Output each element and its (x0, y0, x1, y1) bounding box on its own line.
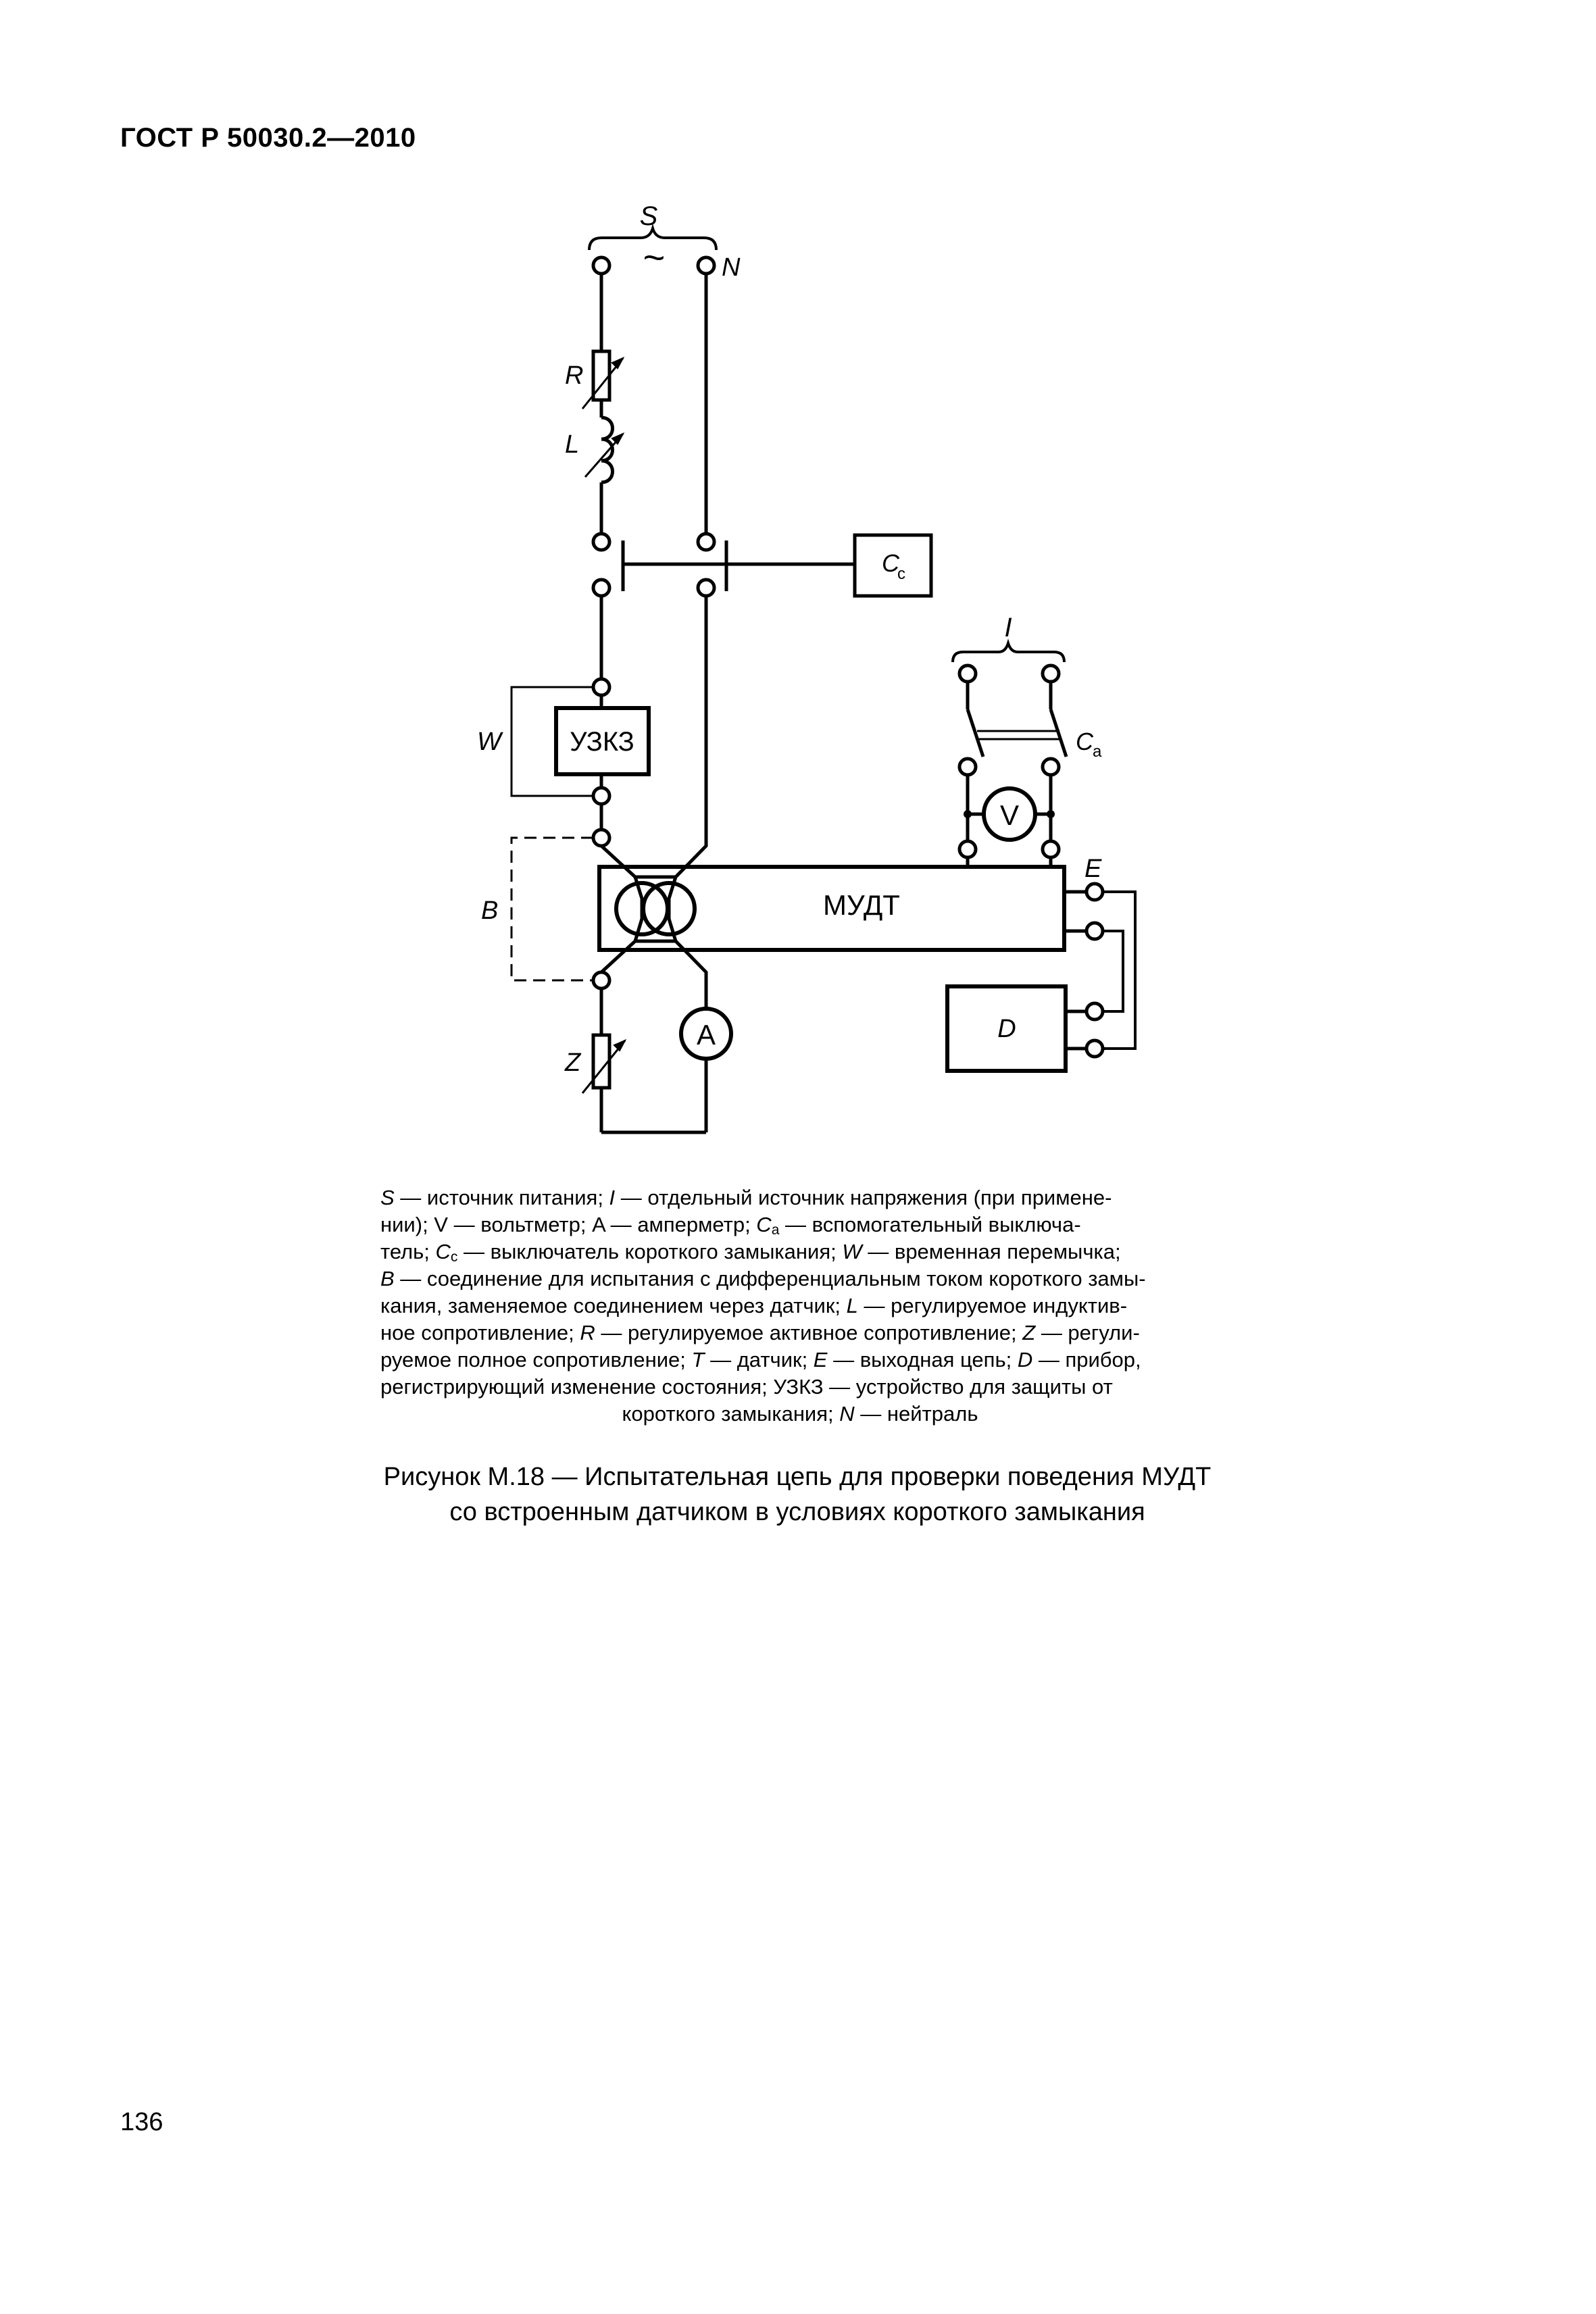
terminal-Cc-L-upper (593, 534, 609, 550)
connection-B (512, 838, 593, 980)
terminal-N-top (698, 257, 714, 274)
label-V: V (999, 799, 1020, 831)
switch-Ca-blade-right (1051, 709, 1066, 757)
figure-legend: S — источник питания; I — отдельный источник напряжения (при примене- нии); V — вольтметр; A — амперметр; $C_a$ — вспомогательный выключа- тель; $C_c$ — выключатель короткого замыкания; W — временная перемычка; B — соединение для испытания с дифференциальным током короткого замы- кания, заменяемое соединением через датчик; L — регулируемое индуктив- ное сопротивление; R — регулируемое активное сопротивление; Z — регули- руемое полное сопротивление; T — датчик; E — выходная цепь; D — прибор, регистрирующий изменение состояния; УЗКЗ — устройство для защиты от короткого замыкания; N — нейтраль (380, 1186, 1146, 1426)
aux-source-brace (953, 643, 1064, 662)
label-L: L (565, 430, 580, 459)
caption-line-2: со встроенным датчиком в условиях короткого замыкания (449, 1498, 1145, 1526)
label-Ca: C (1076, 728, 1093, 755)
terminal-D-1 (1087, 1003, 1103, 1020)
terminal-Cc-L-lower (593, 580, 609, 596)
switch-Ca-blade-left (968, 709, 983, 757)
label-E: E (1084, 855, 1102, 883)
terminal-mudt-aux-left (959, 841, 976, 857)
terminal-E-1 (1087, 884, 1103, 900)
terminal-I-right (1043, 665, 1059, 682)
terminal-Ca-right (1043, 759, 1059, 775)
terminal-Cc-N-upper (698, 534, 714, 550)
label-N: N (722, 253, 741, 282)
label-R: R (565, 361, 584, 390)
terminal-E-2 (1087, 923, 1103, 939)
terminal-mudt-L-out (593, 972, 609, 988)
document-header: ГОСТ Р 50030.2—2010 (120, 123, 416, 153)
label-S: S (639, 201, 658, 231)
terminal-I-left (959, 665, 976, 682)
label-uzkz: УЗКЗ (570, 727, 634, 757)
terminal-mudt-aux-right (1043, 841, 1059, 857)
label-Cc: C (882, 549, 899, 577)
figure-caption (351, 1459, 1243, 1530)
caption-line-1: Рисунок М.18 — Испытательная цепь для проверки поведения МУДТ (383, 1463, 1212, 1491)
terminal-Cc-N-lower (698, 580, 714, 596)
inductor-L (601, 418, 613, 482)
page-number: 136 (120, 2108, 164, 2136)
terminal-mudt-L-in (593, 830, 609, 846)
label-B: B (481, 897, 499, 925)
label-W: W (477, 728, 501, 756)
label-tilde: ~ (643, 236, 666, 278)
label-mudt: МУДТ (823, 889, 900, 921)
terminal-uzkz-top (593, 679, 609, 695)
label-Ca-sub: a (1093, 743, 1102, 761)
label-A: A (696, 1019, 716, 1051)
terminal-uzkz-bottom (593, 788, 609, 804)
terminal-Ca-left (959, 759, 976, 775)
terminal-L-top (593, 257, 609, 274)
label-Cc-sub: c (897, 565, 905, 583)
terminal-D-2 (1087, 1040, 1103, 1057)
label-I: I (1004, 613, 1012, 643)
label-Z: Z (565, 1049, 581, 1077)
label-D: D (997, 1015, 1016, 1043)
